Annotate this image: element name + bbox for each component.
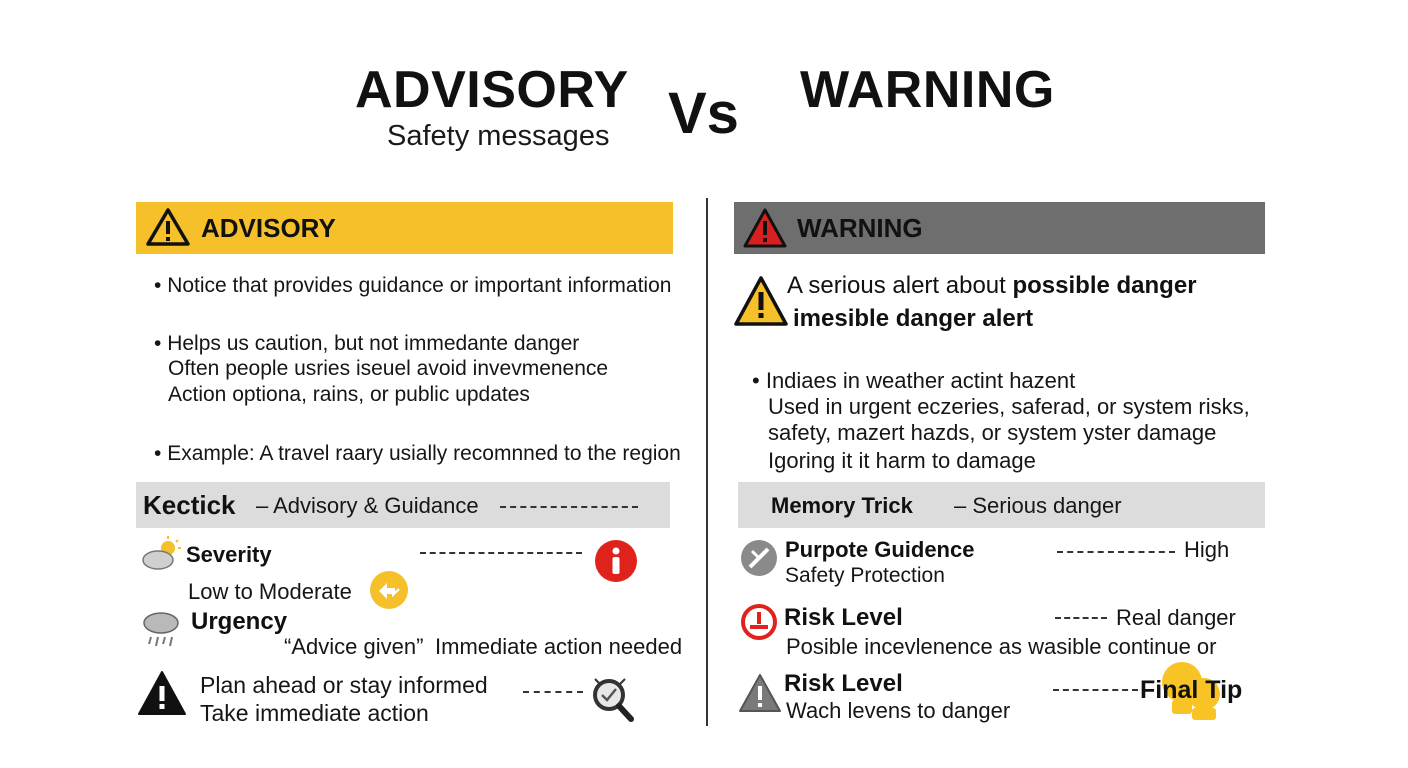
dashed-leader	[1057, 551, 1175, 553]
risk-level-value: Real danger	[1116, 605, 1236, 630]
dashed-leader	[1053, 689, 1138, 691]
no-entry-icon	[740, 539, 778, 577]
magnifier-icon	[589, 675, 635, 723]
severity-value: Low to Moderate	[188, 579, 352, 604]
dashed-leader	[500, 506, 638, 508]
advisory-bullet-3: • Example: A travel raary usially recomnned to the region	[154, 442, 681, 465]
right-title: WARNING	[800, 61, 1055, 119]
warning-triangle-icon	[146, 207, 190, 247]
risk-level-sub: Posible incevlenence as wasible continue or	[786, 634, 1217, 659]
final-tip-label: Final Tip	[1140, 676, 1243, 704]
advisory-bullet-2-line-2: Often people usries iseuel avoid invevmenence	[168, 357, 609, 380]
cloud-sun-icon	[140, 536, 182, 572]
take-action-text: Take immediate action	[200, 700, 429, 726]
warning-bullet-line-3: safety, mazert hazds, or system yster damage	[768, 420, 1217, 445]
arrows-icon	[369, 570, 409, 610]
info-icon	[594, 539, 638, 583]
severity-label: Severity	[186, 542, 272, 567]
urgency-value-b: Immediate action needed	[435, 634, 683, 659]
risk-level-label: Risk Level	[784, 604, 903, 631]
center-divider	[706, 198, 708, 726]
dashed-leader	[1055, 617, 1107, 619]
warning-memory-title: Memory Trick	[771, 493, 913, 518]
risk-level-label-2: Risk Level	[784, 670, 903, 697]
purpose-value: High	[1184, 537, 1230, 562]
advisory-bullet-2: • Helps us caution, but not immedante danger	[154, 332, 580, 355]
advisory-bullet-1: • Notice that provides guidance or important information	[154, 274, 672, 297]
urgency-label: Urgency	[191, 608, 288, 635]
cloud-rain-icon	[140, 608, 182, 650]
advisory-bar-label: ADVISORY	[201, 213, 336, 243]
dashed-leader	[420, 552, 582, 554]
advisory-memory-text: – Advisory & Guidance	[256, 493, 479, 518]
urgency-value-a: “Advice given”	[284, 634, 424, 659]
warning-bullet-line-4: Igoring it it harm to damage	[768, 448, 1036, 473]
vs-label: Vs	[668, 81, 739, 146]
warning-triangle-icon	[738, 672, 782, 714]
warning-triangle-icon	[137, 670, 187, 716]
warning-alert-line-1: A serious alert about possible danger	[787, 272, 1197, 299]
left-title: ADVISORY	[355, 61, 629, 119]
purpose-sub: Safety Protection	[785, 564, 945, 587]
caution-triangle-icon	[734, 275, 788, 327]
warning-alert-line-2: imesible danger alert	[793, 305, 1034, 332]
warning-bullet-line-2: Used in urgent eczeries, saferad, or system risks,	[768, 394, 1250, 419]
left-subtitle: Safety messages	[387, 120, 610, 152]
purpose-label: Purpote Guidence	[785, 537, 975, 562]
advisory-bullet-2-line-3: Action optiona, rains, or public updates	[168, 383, 530, 406]
plan-ahead-text: Plan ahead or stay informed	[200, 672, 488, 698]
advisory-memory-title: Kectick	[143, 490, 236, 520]
warning-memory-text: – Serious danger	[954, 493, 1122, 518]
danger-triangle-icon	[743, 207, 787, 249]
warning-bar-label: WARNING	[797, 213, 923, 243]
dashed-leader	[523, 691, 583, 693]
risk-level-sub-2: Wach levens to danger	[786, 698, 1011, 723]
risk-sign-icon	[740, 603, 778, 641]
warning-bullet-1: • Indiaes in weather actint hazent	[752, 368, 1076, 393]
